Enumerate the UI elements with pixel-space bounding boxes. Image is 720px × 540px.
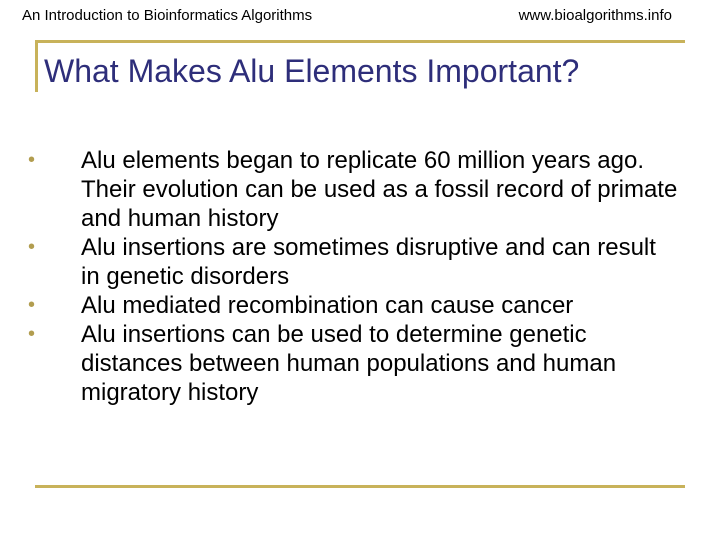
- bullet-icon: •: [28, 149, 36, 171]
- bullet-icon: •: [28, 236, 36, 258]
- bullet-item-2: [28, 233, 678, 291]
- bullet-list: [28, 146, 678, 407]
- bullet-item-1: [28, 146, 678, 233]
- header-right-url: www.bioalgorithms.info: [518, 7, 672, 24]
- bullet-text: Alu insertions are sometimes disruptive and can result in genetic disorders: [81, 234, 656, 290]
- bullet-text: Alu elements began to replicate 60 million years ago. Their evolution can be used as a fossil record of primate and human history: [81, 147, 678, 232]
- header-left-text: An Introduction to Bioinformatics Algorithms: [22, 7, 313, 24]
- bullet-item-4: [28, 320, 678, 407]
- bullet-icon: •: [28, 294, 36, 316]
- title-left-rule: [35, 40, 38, 92]
- bottom-rule: [35, 485, 685, 488]
- bullet-text: Alu insertions can be used to determine genetic distances between human populations and human migratory history: [81, 321, 617, 406]
- slide-title: What Makes Alu Elements Important?: [44, 53, 580, 89]
- bullet-item-3: [28, 291, 678, 320]
- bullet-text: Alu mediated recombination can cause cancer: [81, 292, 574, 319]
- title-top-rule: [35, 40, 685, 43]
- bullet-icon: •: [28, 323, 36, 345]
